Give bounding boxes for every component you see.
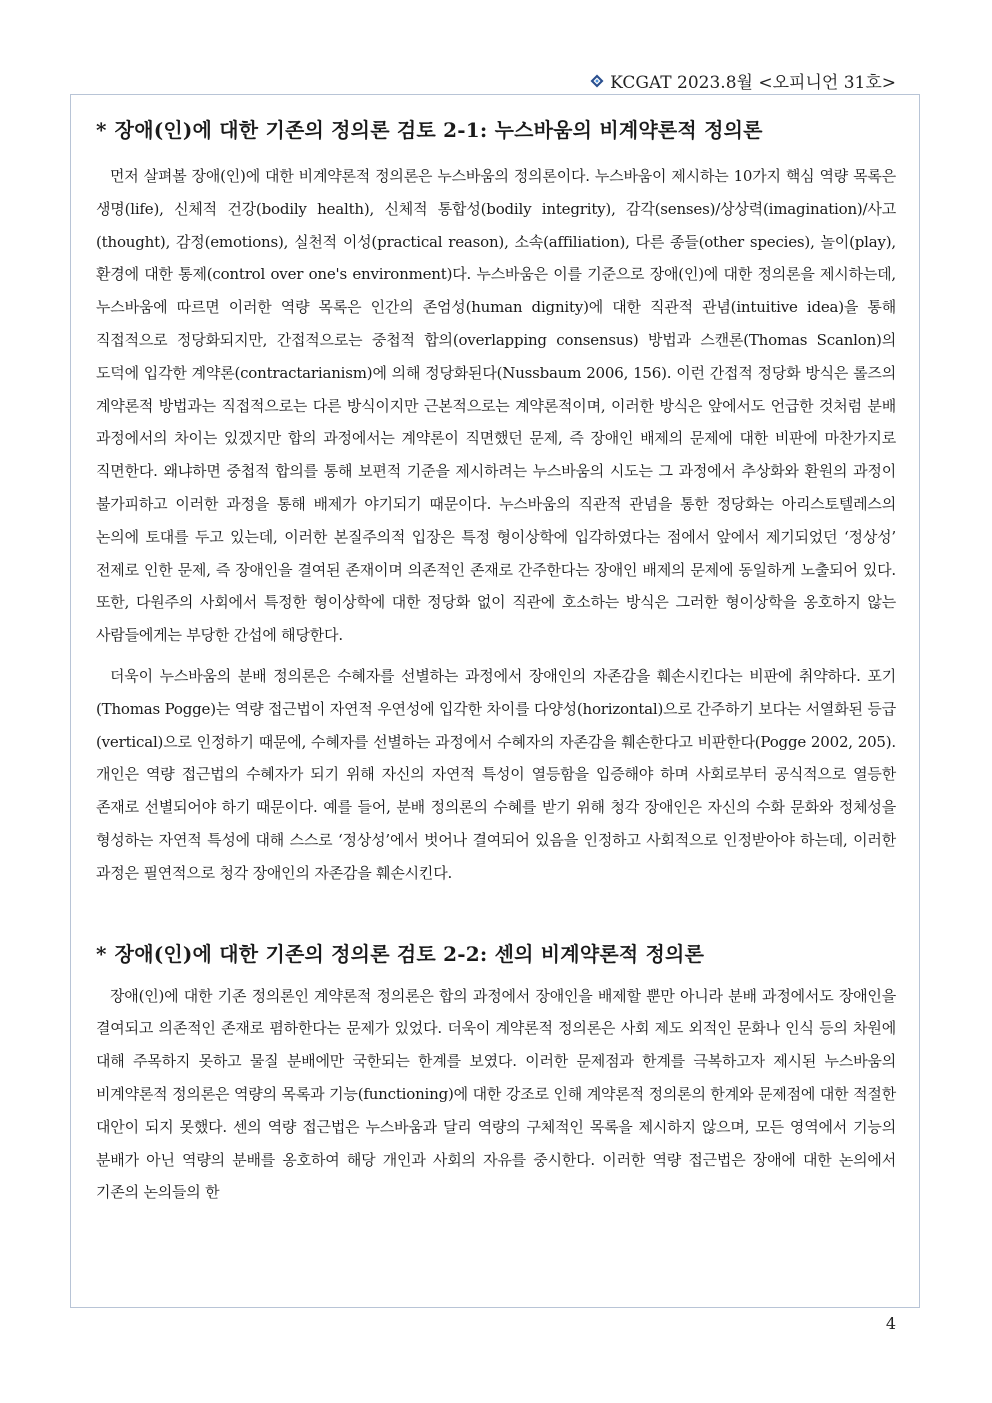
diamond-bullet-icon bbox=[590, 74, 604, 88]
section-1-title-mark: * bbox=[96, 118, 107, 142]
section-2-title bbox=[96, 934, 896, 974]
page-header bbox=[590, 68, 896, 93]
section-2-paragraph-1: 장애(인)에 대한 기존 정의론인 계약론적 정의론은 합의 과정에서 장애인을 배제할 뿐만 아니라 분배 과정에서도 장애인을 결여되고 의존적인 존재로 폄하한다는 문제가 있었다. 더욱이 계약론적 정의론은 사회 제도 외적인 문화나 인식 등의 차원에 대해 주목하지 못하고 물질 분배에만 국한되는 한계를 보였다. 이러한 문제점과 한계를 극복하고자 제시된 누스바움의 비계약론적 정의론은 역량의 목록과 기능(functioning)에 대한 강조로 인해 계약론적 정의론의 한계와 문제점에 대한 적절한 대안이 되지 못했다. 센의 역량 접근법은 누스바움과 달리 역량의 구체적인 목록을 제시하지 않으며, 모든 영역에서 기능의 분배가 아닌 역량의 분배를 옹호하여 해당 개인과 사회의 자유를 중시한다. 이러한 역량 접근법은 장애에 대한 논의에서 기존의 논의들의 한 bbox=[96, 986, 896, 1202]
header-text: KCGAT 2023.8월 <오피니언 31호> bbox=[610, 73, 896, 93]
section-1-title-text: 장애(인)에 대한 기존의 정의론 검토 2-1: 누스바움의 비계약론적 정의론 bbox=[114, 118, 763, 142]
section-1-paragraph-2: 더욱이 누스바움의 분배 정의론은 수혜자를 선별하는 과정에서 장애인의 자존감을 훼손시킨다는 비판에 취약하다. 포기(Thomas Pogge)는 역량 접근법이 자연적 우연성에 입각한 차이를 다양성(horizontal)으로 간주하기 보다는 서열화된 등급(vertical)으로 인정하기 때문에, 수혜자를 선별하는 과정에서 수혜자의 자존감을 훼손한다고 비판한다(Pogge 2002, 205). 개인은 역량 접근법의 수혜자가 되기 위해 자신의 자연적 특성이 열등함을 입증해야 하며 사회로부터 공식적으로 열등한 존재로 선별되어야 하기 때문이다. 예를 들어, 분배 정의론의 수혜를 받기 위해 청각 장애인은 자신의 수화 문화와 정체성을 형성하는 자연적 특성에 대해 스스로 ‘정상성’에서 벗어나 결여되어 있음을 인정하고 사회적으로 인정받아야 하는데, 이러한 과정은 필연적으로 청각 장애인의 자존감을 훼손시킨다. bbox=[96, 666, 896, 882]
article-body bbox=[96, 108, 896, 1209]
page-number: 4 bbox=[885, 1314, 896, 1333]
section-2 bbox=[96, 934, 896, 1210]
section-1 bbox=[96, 110, 896, 890]
section-2-title-mark: * bbox=[96, 941, 107, 966]
section-1-paragraph-1: 먼저 살펴볼 장애(인)에 대한 비계약론적 정의론은 누스바움의 정의론이다. 누스바움이 제시하는 10가지 핵심 역량 목록은 생명(life), 신체적 건강(bodily health), 신체적 통합성(bodily integrity), 감각(senses)/상상력(imagination)/사고(thought), 감정(emotions), 실천적 이성(practical reason), 소속(affiliation), 다른 종들(other species), 놀이(play), 환경에 대한 통제(control over one's environment)다. 누스바움은 이를 기준으로 장애(인)에 대한 정의론을 제시하는데, 누스바움에 따르면 이러한 역량 목록은 인간의 존엄성(human dignity)에 대한 직관적 관념(intuitive idea)을 통해 직접적으로 정당화되지만, 간접적으로는 중첩적 합의(overlapping consensus) 방법과 스캔론(Thomas Scanlon)의 도덕에 입각한 계약론(contractarianism)에 의해 정당화된다(Nussbaum 2006, 156). 이런 간접적 정당화 방식은 롤즈의 계약론적 방법과는 직접적으로는 다른 방식이지만 근본적으로는 계약론적이며, 이러한 방식은 앞에서도 언급한 것처럼 분배 과정에서의 차이는 있겠지만 합의 과정에서는 계약론이 직면했던 문제, 즉 장애인 배제의 문제에 대한 비판에 마찬가지로 직면한다. 왜냐하면 중첩적 합의를 통해 보편적 기준을 제시하려는 누스바움의 시도는 그 과정에서 추상화와 환원의 과정이 불가피하고 이러한 과정을 통해 배제가 야기되기 때문이다. 누스바움의 직관적 관념을 통한 정당화는 아리스토텔레스의 논의에 토대를 두고 있는데, 이러한 본질주의적 입장은 특정 형이상학에 입각하였다는 점에서 앞에서 제기되었던 ‘정상성’ 전제로 인한 문제, 즉 장애인을 결여된 존재이며 의존적인 존재로 간주한다는 장애인 배제의 문제에 동일하게 노출되어 있다. 또한, 다원주의 사회에서 특정한 형이상학에 대한 정당화 없이 직관에 호소하는 방식은 그러한 형이상학을 옹호하지 않는 사람들에게는 부당한 간섭에 해당한다. bbox=[96, 167, 896, 645]
section-2-title-text: 장애(인)에 대한 기존의 정의론 검토 2-2: 센의 비계약론적 정의론 bbox=[114, 941, 705, 966]
section-1-title bbox=[96, 110, 896, 150]
